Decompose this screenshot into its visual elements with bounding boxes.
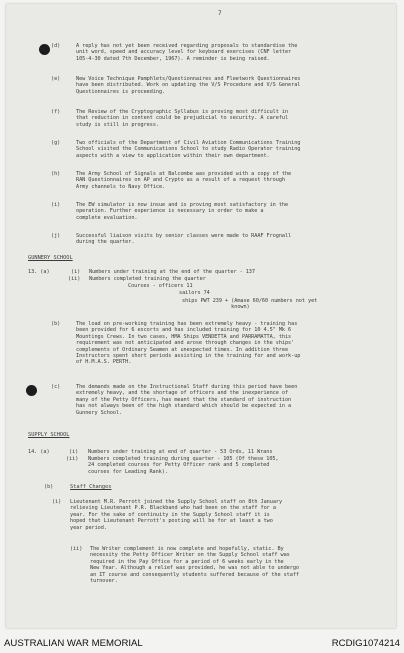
gunnery-ships: ships PWT 239 + (Amase 60/60 numbers not yet known) xyxy=(182,298,318,311)
para-number-13: 13. (a) xyxy=(28,269,50,275)
supply-a-i-label: (i) xyxy=(69,449,79,455)
supply-b-label: (b) xyxy=(44,484,54,490)
item-text-d: A reply has not yet been received regarding proposals to standardise the unit word, speed and accuracy level for keyboard exercises (CNF letter 105-4-30 dated 7th December, 1967). A reminder is being raised. xyxy=(76,43,298,62)
supply-b-heading: Staff Changes xyxy=(70,484,112,490)
item-text-j: Successful liaison visits by senior classes were made to RAAF Frognall during the quarter. xyxy=(76,233,292,246)
item-text-e: New Voice Technique Pamphlets/Questionnaires and Fleetwork Questionnaires have been distributed. Work on updating the V/S Procedure and V/S General Questionnaires is proceeding. xyxy=(76,76,301,95)
gunnery-c-text: The demands made on the Instructional Staff during this period have been extremely heavy, and the shortage of officers and the inexperience of many of the Petty Officers, has meant that the standard of instruction has not always been of the high standard which should be expected in a Gunnery School. xyxy=(76,384,298,416)
supply-b-ii-text: The Writer complement is now complete and hopefully, static. By necessity the Petty Officer Writer on the Supply School staff was required in the Pay Office for a period of 6 weeks early in the New Year. Although a relief was provided, he was not able to undergo an IT course and consequently students suffered because of the staff turnover. xyxy=(90,546,299,585)
item-text-g: Two officials of the Department of Civil Aviation Communications Training School visited the Communications School to study Radio Operator training aspects with a view to application within their own department. xyxy=(76,140,301,159)
item-label-g: (g) xyxy=(51,140,61,146)
item-label-h: (h) xyxy=(51,171,61,177)
item-text-f: The Review of the Cryptographic Syllabus is proving most difficult in that reduction in content could be prejudicial to security. A careful study is still in progress. xyxy=(76,109,289,128)
item-text-h: The Army School of Signals at Balcombe was provided with a copy of the RAN Questionnaires on AP and Crypto as a result of a request through Army channels to Navy Office. xyxy=(76,171,292,190)
section-heading-gunnery: GUNNERY SCHOOL xyxy=(28,255,73,261)
gunnery-b-label: (b) xyxy=(51,321,61,327)
gunnery-c-label: (c) xyxy=(51,384,61,390)
punch-hole xyxy=(39,44,50,55)
supply-a-i-text: Numbers under training at end of quarter - 53 Ords, 11 Wrans xyxy=(88,449,273,455)
document-page xyxy=(6,4,396,628)
archive-footer xyxy=(0,634,404,653)
gunnery-a-i-text: Numbers under training at the end of the quarter - 137 xyxy=(89,269,255,275)
archive-name: AUSTRALIAN WAR MEMORIAL xyxy=(4,638,143,649)
punch-hole xyxy=(26,385,37,396)
page-number: 7 xyxy=(218,10,222,17)
item-text-i: The EW simulator is now insue and is proving most satisfactory in the operation. Further experience is necessary in order to make a complete evaluation. xyxy=(76,202,289,221)
gunnery-b-text: The load on pre-working training has been extremely heavy - training has been provided for 6 escorts and has included training for 10 4.5" Mk 6 Mountings Crews. In two cases, HMA Ships VENDETTA and PARRAMATTA, this requirement was not anticipated and arose through changes in the ships' complements of Ordinary Seamen at unexpected times. In addition three Instructors spent short periods assisting in the training for and work-up of H.M.A.S. PERTH. xyxy=(76,321,301,366)
item-label-i: (i) xyxy=(51,202,61,208)
supply-b-i-text: Lieutenant M.R. Perrott joined the Supply School staff on 8th January relieving Lieutenant P.R. Blackband who had been on the staff for a year. For the sake of continuity in the Supply School staff it is hoped that Lieutenant Perrott's posting will be for at least a two year period. xyxy=(70,499,283,531)
supply-b-i-label: (i) xyxy=(52,499,62,505)
item-label-f: (f) xyxy=(51,109,61,115)
gunnery-a-i-label: (i) xyxy=(71,269,81,275)
supply-a-ii-label: (ii) xyxy=(66,456,79,462)
item-label-e: (e) xyxy=(51,76,61,82)
gunnery-a-ii-text: Numbers completed training the quarter xyxy=(89,276,206,282)
item-label-j: (j) xyxy=(51,233,61,239)
supply-b-ii-label: (ii) xyxy=(70,546,83,552)
gunnery-sailors: sailors 74 xyxy=(179,290,210,296)
section-heading-supply: SUPPLY SCHOOL xyxy=(28,432,70,438)
supply-a-ii-text: Numbers completed training during quarter - 105 (Of these 105, 24 completed courses for Petty Officer rank and 5 completed courses for Leading Rank). xyxy=(88,456,279,475)
record-id: RCDIG1074214 xyxy=(331,638,400,649)
para-number-14: 14. (a) xyxy=(28,449,50,455)
item-label-d: (d) xyxy=(51,43,61,49)
gunnery-courses: Courses - officers 11 xyxy=(128,283,193,289)
gunnery-a-ii-label: (ii) xyxy=(68,276,81,282)
